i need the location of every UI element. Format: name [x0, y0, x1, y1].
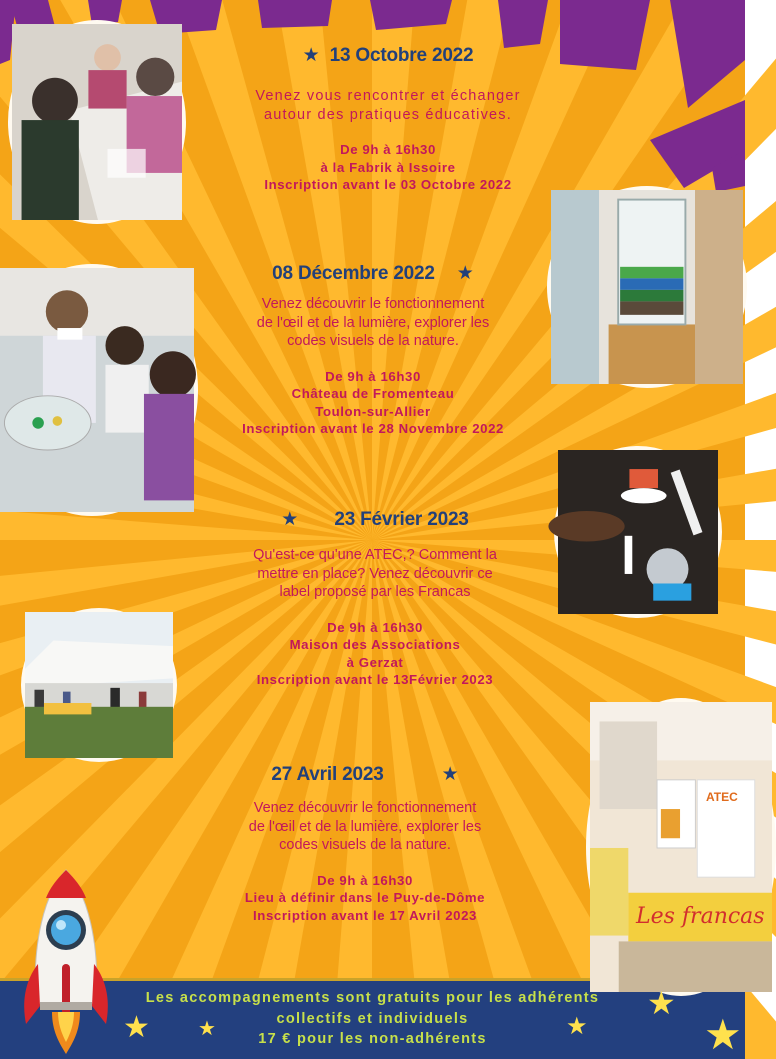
event-date-line: [208, 262, 538, 285]
event-date: 27 Avril 2023: [271, 764, 384, 785]
event-13-octobre-2022: [218, 44, 558, 194]
event-27-avril-2023: [200, 763, 530, 924]
photo-les-francas-stand: [586, 698, 776, 996]
footer-star-icon: ★: [704, 1011, 742, 1058]
footer-line: Les accompagnements sont gratuits pour les adhérents: [145, 990, 600, 1006]
event-date-line: [200, 763, 530, 786]
event-date: 08 Décembre 2022: [272, 263, 435, 284]
photo-water-layers-glass: [547, 186, 747, 388]
event-date: 13 Octobre 2022: [329, 45, 474, 66]
star-icon: ★: [302, 45, 320, 66]
event-date-line: [215, 508, 535, 531]
event-location: à la Fabrik à Issoire: [320, 159, 456, 175]
event-time: De 9h à 16h30: [317, 872, 413, 888]
event-registration-deadline: Inscription avant le 03 Octobre 2022: [264, 177, 512, 192]
description-line: Venez découvrir le fonctionnement: [261, 296, 485, 312]
description-line: de l'œil et de la lumière, explorer les: [248, 818, 482, 835]
event-details: [215, 619, 535, 689]
description-line: mettre en place? Venez découvrir ce: [257, 565, 493, 582]
photo-workshop-table: [8, 20, 186, 224]
description-line: codes visuels de la nature.: [287, 333, 459, 349]
event-08-decembre-2022: [208, 262, 538, 438]
event-venue: Maison des Associations: [289, 637, 461, 652]
description-line: Venez découvrir le fonctionnement: [253, 800, 477, 816]
event-time: De 9h à 16h30: [340, 142, 436, 157]
event-registration-deadline: Inscription avant le 17 Avril 2023: [253, 907, 477, 923]
event-23-fevrier-2023: [215, 508, 535, 689]
photo-banner-les-francas: Les francas: [636, 904, 765, 929]
footer-line: 17 € pour les non-adhérents: [258, 1031, 487, 1047]
photo-sign-atec: ATEC: [706, 790, 738, 804]
photo-children-masks: [0, 264, 198, 516]
event-town: Toulon-sur-Allier: [315, 403, 431, 419]
event-date: 23 Février 2023: [334, 509, 469, 530]
star-icon: ★: [281, 509, 299, 530]
event-time: De 9h à 16h30: [327, 619, 423, 635]
description-line: Venez vous rencontrer et échanger: [255, 88, 521, 104]
event-details: [208, 368, 538, 438]
description-line: Qu'est-ce qu'une ATEC,? Comment la: [253, 547, 497, 563]
footer-star-icon: ★: [566, 1013, 588, 1040]
event-details: [200, 872, 530, 925]
description-line: autour des pratiques éducatives.: [264, 106, 512, 123]
description-line: codes visuels de la nature.: [279, 837, 451, 853]
event-description: [208, 295, 538, 351]
event-location: Lieu à définir dans le Puy-de-Dôme: [244, 890, 486, 905]
event-town: à Gerzat: [346, 654, 404, 670]
event-details: [218, 141, 558, 194]
star-icon: ★: [441, 764, 459, 785]
description-line: de l'œil et de la lumière, explorer les: [256, 314, 490, 331]
event-description: [215, 546, 535, 602]
star-icon: ★: [456, 263, 474, 284]
event-time: De 9h à 16h30: [325, 368, 421, 384]
rocket-icon: [18, 864, 114, 1056]
event-registration-deadline: Inscription avant le 13Février 2023: [256, 672, 494, 687]
footer-star-icon: ★: [198, 1018, 216, 1040]
event-description: [200, 799, 530, 855]
footer-star-icon: ★: [123, 1011, 150, 1044]
event-registration-deadline: Inscription avant le 28 Novembre 2022: [242, 421, 504, 436]
event-venue: Château de Fromenteau: [291, 386, 455, 401]
description-line: label proposé par les Francas: [279, 584, 471, 600]
event-date-line: [218, 44, 558, 67]
photo-science-experiment: [554, 446, 722, 618]
footer-star-icon: ★: [647, 985, 676, 1021]
photo-outdoor-tent-event: [21, 608, 177, 762]
footer-line: collectifs et individuels: [276, 1010, 469, 1027]
event-description: [218, 87, 558, 124]
